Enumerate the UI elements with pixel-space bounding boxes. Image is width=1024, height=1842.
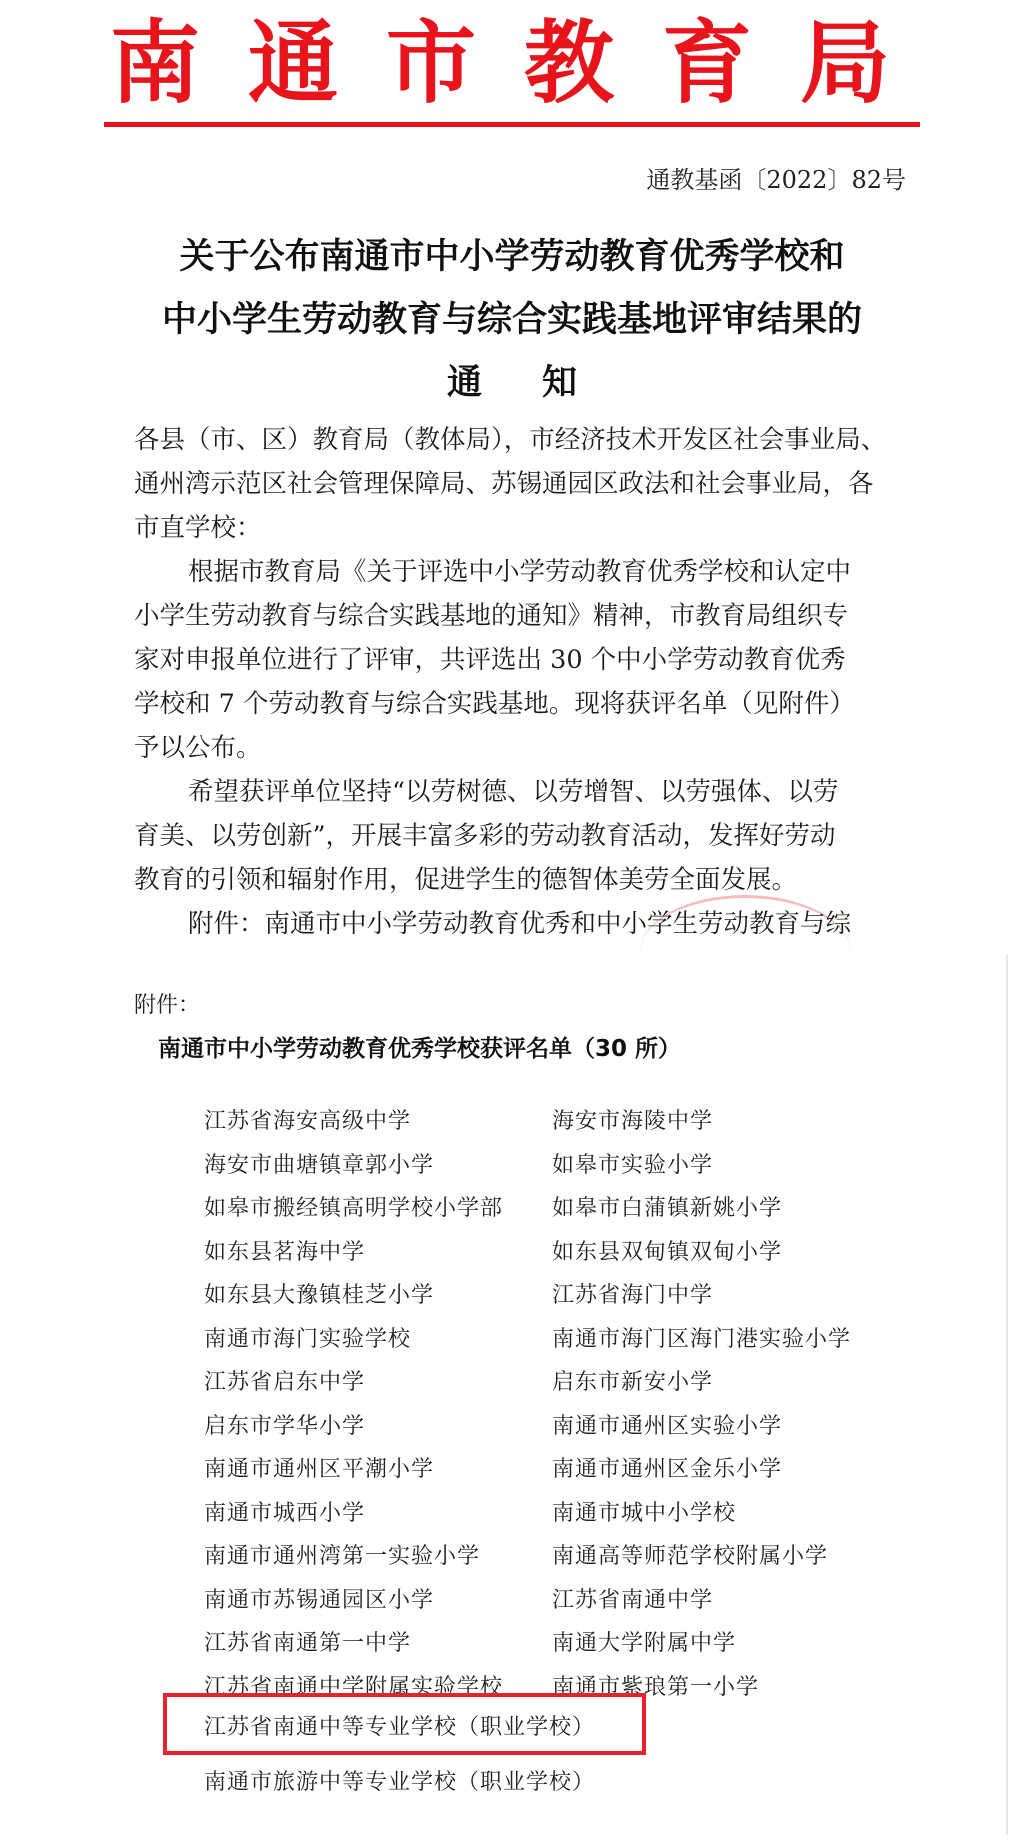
school-name: 如皋市搬经镇高明学校小学部 <box>204 1196 504 1222</box>
masthead-char: 南 <box>110 10 200 116</box>
school-name: 南通市通州区实验小学 <box>552 1413 783 1439</box>
notice-body <box>134 418 894 946</box>
masthead-char: 局 <box>800 10 890 116</box>
school-name: 江苏省海安高级中学 <box>204 1109 412 1135</box>
school-name: 江苏省南通中学附属实验学校 <box>204 1674 504 1700</box>
school-name: 如东县大豫镇桂芝小学 <box>204 1283 435 1309</box>
school-name: 南通大学附属中学 <box>552 1631 737 1657</box>
paragraph-line: 育美、以劳创新”，开展丰富多彩的劳动教育活动，发挥好劳动 <box>134 821 836 851</box>
school-name: 南通市通州湾第一实验小学 <box>204 1544 481 1570</box>
table-row <box>204 1229 924 1273</box>
school-name: 南通市通州区金乐小学 <box>552 1457 783 1483</box>
table-row <box>204 1359 924 1403</box>
school-name: 南通市通州区平潮小学 <box>204 1457 435 1483</box>
school-name: 南通市海门实验学校 <box>204 1326 412 1352</box>
school-name: 江苏省南通中学 <box>552 1587 714 1613</box>
table-row <box>204 1403 924 1447</box>
page-divider <box>1006 955 1008 1835</box>
school-list-heading: 南通市中小学劳动教育优秀学校获评名单（30 所） <box>158 1036 682 1062</box>
paragraph-line: 小学生劳动教育与综合实践基地的通知》精神，市教育局组织专 <box>134 601 849 631</box>
document-title <box>90 226 934 415</box>
school-name: 江苏省海门中学 <box>552 1283 714 1309</box>
table-row <box>204 1577 924 1621</box>
school-name: 如皋市实验小学 <box>552 1152 714 1178</box>
school-name: 启东市学华小学 <box>204 1413 366 1439</box>
school-name: 如东县茗海中学 <box>204 1239 366 1265</box>
title-line-2: 中小学生劳动教育与综合实践基地评审结果的 <box>161 300 862 340</box>
school-name: 南通市旅游中等专业学校（职业学校） <box>204 1770 596 1795</box>
paragraph-line: 根据市教育局《关于评选中小学劳动教育优秀学校和认定中 <box>188 557 852 587</box>
document-number: 通教基函〔2022〕82号 <box>646 166 906 194</box>
paragraph-line: 予以公布。 <box>134 733 262 763</box>
paragraph-line: 教育的引领和辐射作用，促进学生的德智体美劳全面发展。 <box>134 865 798 895</box>
school-name: 南通市紫琅第一小学 <box>552 1674 760 1700</box>
table-row <box>204 1533 924 1577</box>
school-name: 南通市城西小学 <box>204 1500 366 1526</box>
attachment-label: 附件： <box>134 993 201 1018</box>
addressee-line: 通州湾示范区社会管理保障局、苏锡通园区政法和社会事业局，各 <box>134 469 874 499</box>
table-row <box>204 1272 924 1316</box>
addressee-line: 各县（市、区）教育局（教体局），市经济技术开发区社会事业局、 <box>134 425 887 455</box>
school-name: 如皋市白蒲镇新姚小学 <box>552 1196 783 1222</box>
school-name: 江苏省南通第一中学 <box>204 1631 412 1657</box>
paragraph-line: 希望获评单位坚持“以劳树德、以劳增智、以劳强体、以劳 <box>188 777 839 807</box>
masthead-red-rule <box>104 122 920 127</box>
school-name: 海安市曲塘镇章郭小学 <box>204 1152 435 1178</box>
masthead-title <box>110 8 890 118</box>
masthead-char: 育 <box>662 10 752 116</box>
masthead-char: 教 <box>524 10 614 116</box>
highlight-box <box>163 1693 646 1755</box>
table-row <box>204 1490 924 1534</box>
school-name: 江苏省启东中学 <box>204 1370 366 1396</box>
school-list <box>204 1098 924 1707</box>
school-name: 南通市苏锡通园区小学 <box>204 1587 435 1613</box>
paragraph-line: 家对申报单位进行了评审，共评选出 30 个中小学劳动教育优秀 <box>134 645 846 675</box>
table-row <box>204 1316 924 1360</box>
school-name: 海安市海陵中学 <box>552 1109 714 1135</box>
masthead-char: 通 <box>248 10 338 116</box>
masthead-char: 市 <box>386 10 476 116</box>
school-name: 南通市海门区海门港实验小学 <box>552 1326 852 1352</box>
title-line-1: 关于公布南通市中小学劳动教育优秀学校和 <box>179 237 845 277</box>
paragraph-line: 学校和 7 个劳动教育与综合实践基地。现将获评名单（见附件） <box>134 689 855 719</box>
school-name: 如东县双甸镇双甸小学 <box>552 1239 783 1265</box>
table-row <box>204 1142 924 1186</box>
addressee-line: 市直学校： <box>134 513 262 543</box>
table-row <box>204 1620 924 1664</box>
table-row <box>204 1098 924 1142</box>
attachment-reference-line: 附件：南通市中小学劳动教育优秀和中小学生劳动教育与综 <box>188 909 852 939</box>
school-name: 启东市新安小学 <box>552 1370 714 1396</box>
title-line-3: 通知 <box>446 363 637 403</box>
school-name: 南通市城中小学校 <box>552 1500 737 1526</box>
table-row <box>204 1185 924 1229</box>
highlighted-school-name: 江苏省南通中等专业学校（职业学校） <box>204 1715 596 1740</box>
table-row <box>204 1446 924 1490</box>
school-name: 南通高等师范学校附属小学 <box>552 1544 829 1570</box>
